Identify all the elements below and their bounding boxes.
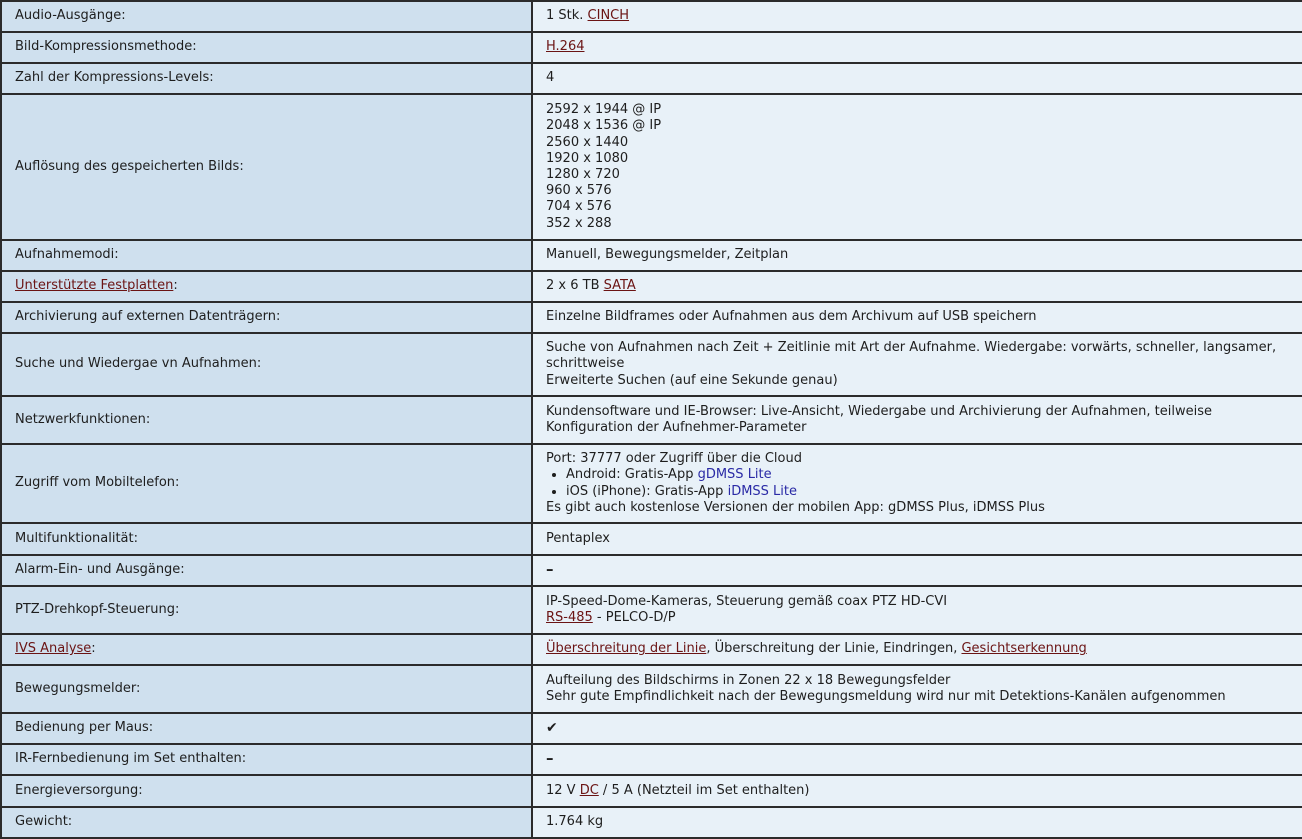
value-resolution xyxy=(532,94,1302,240)
table-row xyxy=(1,302,1302,333)
ptz-line: IP-Speed-Dome-Kameras, Steuerung gemäß coax PTZ HD-CVI xyxy=(546,593,948,609)
dash-icon: – xyxy=(546,560,554,579)
label-mobile: Zugriff vom Mobiltelefon: xyxy=(1,444,532,523)
resolution-line: 2048 x 1536 @ IP xyxy=(546,118,662,134)
motion-line: Aufteilung des Bildschirms in Zonen 22 x 18 Bewegungsfelder xyxy=(546,672,951,688)
table-row xyxy=(1,94,1302,240)
label-audio-outputs: Audio-Ausgänge: xyxy=(1,1,532,32)
value-hdd xyxy=(532,271,1302,302)
label-power: Energieversorgung: xyxy=(1,775,532,807)
value-motion xyxy=(532,665,1302,713)
table-row xyxy=(1,63,1302,94)
mobile-line: Es gibt auch kostenlose Versionen der mobilen App: gDMSS Plus, iDMSS Plus xyxy=(546,499,1045,515)
h264-link[interactable]: H.264 xyxy=(546,39,585,55)
label-weight: Gewicht: xyxy=(1,807,532,838)
mobile-line: Port: 37777 oder Zugriff über die Cloud xyxy=(546,451,802,467)
value-power xyxy=(532,775,1302,807)
label-suffix: : xyxy=(91,641,96,657)
idmss-lite-link[interactable]: iDMSS Lite xyxy=(727,483,798,499)
label-mouse: Bedienung per Maus: xyxy=(1,713,532,744)
value-compression xyxy=(532,32,1302,63)
value-mouse xyxy=(532,713,1302,744)
table-row xyxy=(1,555,1302,586)
power-text: 12 V xyxy=(546,782,580,798)
dc-link[interactable]: DC xyxy=(579,782,599,798)
table-row xyxy=(1,634,1302,665)
network-line: Konfiguration der Aufnehmer-Parameter xyxy=(546,420,807,435)
label-compression: Bild-Kompressionsmethode: xyxy=(1,32,532,63)
ptz-text: - PELCO-D/P xyxy=(592,610,676,625)
list-item xyxy=(566,467,1302,483)
value-ptz xyxy=(532,586,1302,634)
label-network: Netzwerkfunktionen: xyxy=(1,396,532,444)
mobile-app-list xyxy=(546,467,1302,499)
ivs-text: , Überschreitung der Linie, Eindringen, xyxy=(706,641,962,657)
label-hdd xyxy=(1,271,532,302)
checkmark-icon: ✔ xyxy=(546,719,558,736)
face-recognition-link[interactable]: Gesichtserkennung xyxy=(961,641,1087,657)
label-alarm: Alarm-Ein- und Ausgänge: xyxy=(1,555,532,586)
value-ir-remote xyxy=(532,744,1302,775)
label-suffix: : xyxy=(173,278,178,294)
value-text: 2 x 6 TB xyxy=(546,278,604,294)
value-audio-outputs xyxy=(532,1,1302,32)
table-row xyxy=(1,333,1302,396)
value-search xyxy=(532,333,1302,396)
label-ptz: PTZ-Drehkopf-Steuerung: xyxy=(1,586,532,634)
network-line: Kundensoftware und IE-Browser: Live-Ansicht, Wiedergabe und Archivierung der Aufnahmen, teilweise xyxy=(546,403,1212,419)
table-row xyxy=(1,523,1302,555)
table-row xyxy=(1,32,1302,63)
label-compression-levels: Zahl der Kompressions-Levels: xyxy=(1,63,532,94)
table-row xyxy=(1,1,1302,32)
resolution-line: 2592 x 1944 @ IP xyxy=(546,102,662,118)
rs485-link[interactable]: RS-485 xyxy=(546,610,593,625)
supported-hdd-link[interactable]: Unterstützte Festplatten xyxy=(15,278,174,294)
power-text: / 5 A (Netzteil im Set enthalten) xyxy=(598,782,810,798)
bullet-text: Android: Gratis-App xyxy=(566,467,698,483)
dash-icon: – xyxy=(546,749,554,768)
list-item xyxy=(566,484,1302,500)
table-row xyxy=(1,744,1302,775)
value-weight: 1.764 kg xyxy=(532,807,1302,838)
resolution-line: 1280 x 720 xyxy=(546,167,620,182)
label-multifunction: Multifunktionalität: xyxy=(1,523,532,555)
label-resolution: Auflösung des gespeicherten Bilds: xyxy=(1,94,532,240)
table-row xyxy=(1,586,1302,634)
label-archiving: Archivierung auf externen Datenträgern: xyxy=(1,302,532,333)
search-line: schrittweise xyxy=(546,356,625,372)
table-row xyxy=(1,396,1302,444)
bullet-text: iOS (iPhone): Gratis-App xyxy=(566,483,728,499)
gdmss-lite-link[interactable]: gDMSS Lite xyxy=(697,467,772,483)
resolution-line: 1920 x 1080 xyxy=(546,150,629,166)
table-row xyxy=(1,271,1302,302)
value-alarm xyxy=(532,555,1302,586)
value-recording-modes: Manuell, Bewegungsmelder, Zeitplan xyxy=(532,240,1302,271)
label-motion: Bewegungsmelder: xyxy=(1,665,532,713)
resolution-line: 352 x 288 xyxy=(546,215,612,231)
label-ir-remote: IR-Fernbedienung im Set enthalten: xyxy=(1,744,532,775)
search-line: Suche von Aufnahmen nach Zeit + Zeitlinie mit Art der Aufnahme. Wiedergabe: vorwärts, schneller, langsamer, xyxy=(546,340,1277,356)
resolution-line: 704 x 576 xyxy=(546,199,612,215)
table-row xyxy=(1,665,1302,713)
search-line: Erweiterte Suchen (auf eine Sekunde genau) xyxy=(546,372,838,388)
value-ivs xyxy=(532,634,1302,665)
value-mobile xyxy=(532,444,1302,523)
value-text: 1 Stk. xyxy=(546,8,588,24)
label-recording-modes: Aufnahmemodi: xyxy=(1,240,532,271)
resolution-line: 2560 x 1440 xyxy=(546,134,629,150)
cinch-link[interactable]: CINCH xyxy=(587,8,630,24)
line-crossing-link[interactable]: Überschreitung der Linie xyxy=(546,641,707,657)
sata-link[interactable]: SATA xyxy=(603,278,636,294)
label-search: Suche und Wiedergae vn Aufnahmen: xyxy=(1,333,532,396)
ptz-line xyxy=(546,610,1302,626)
resolution-line: 960 x 576 xyxy=(546,183,612,199)
table-row xyxy=(1,240,1302,271)
value-network xyxy=(532,396,1302,444)
value-multifunction: Pentaplex xyxy=(532,523,1302,555)
value-archiving: Einzelne Bildframes oder Aufnahmen aus dem Archivum auf USB speichern xyxy=(532,302,1302,333)
ivs-analysis-link[interactable]: IVS Analyse xyxy=(15,641,92,657)
motion-line: Sehr gute Empfindlichkeit nach der Bewegungsmeldung wird nur mit Detektions-Kanälen aufgenommen xyxy=(546,689,1226,704)
table-row xyxy=(1,775,1302,807)
table-row xyxy=(1,444,1302,523)
table-row xyxy=(1,807,1302,838)
table-row xyxy=(1,713,1302,744)
label-ivs xyxy=(1,634,532,665)
value-compression-levels: 4 xyxy=(532,63,1302,94)
